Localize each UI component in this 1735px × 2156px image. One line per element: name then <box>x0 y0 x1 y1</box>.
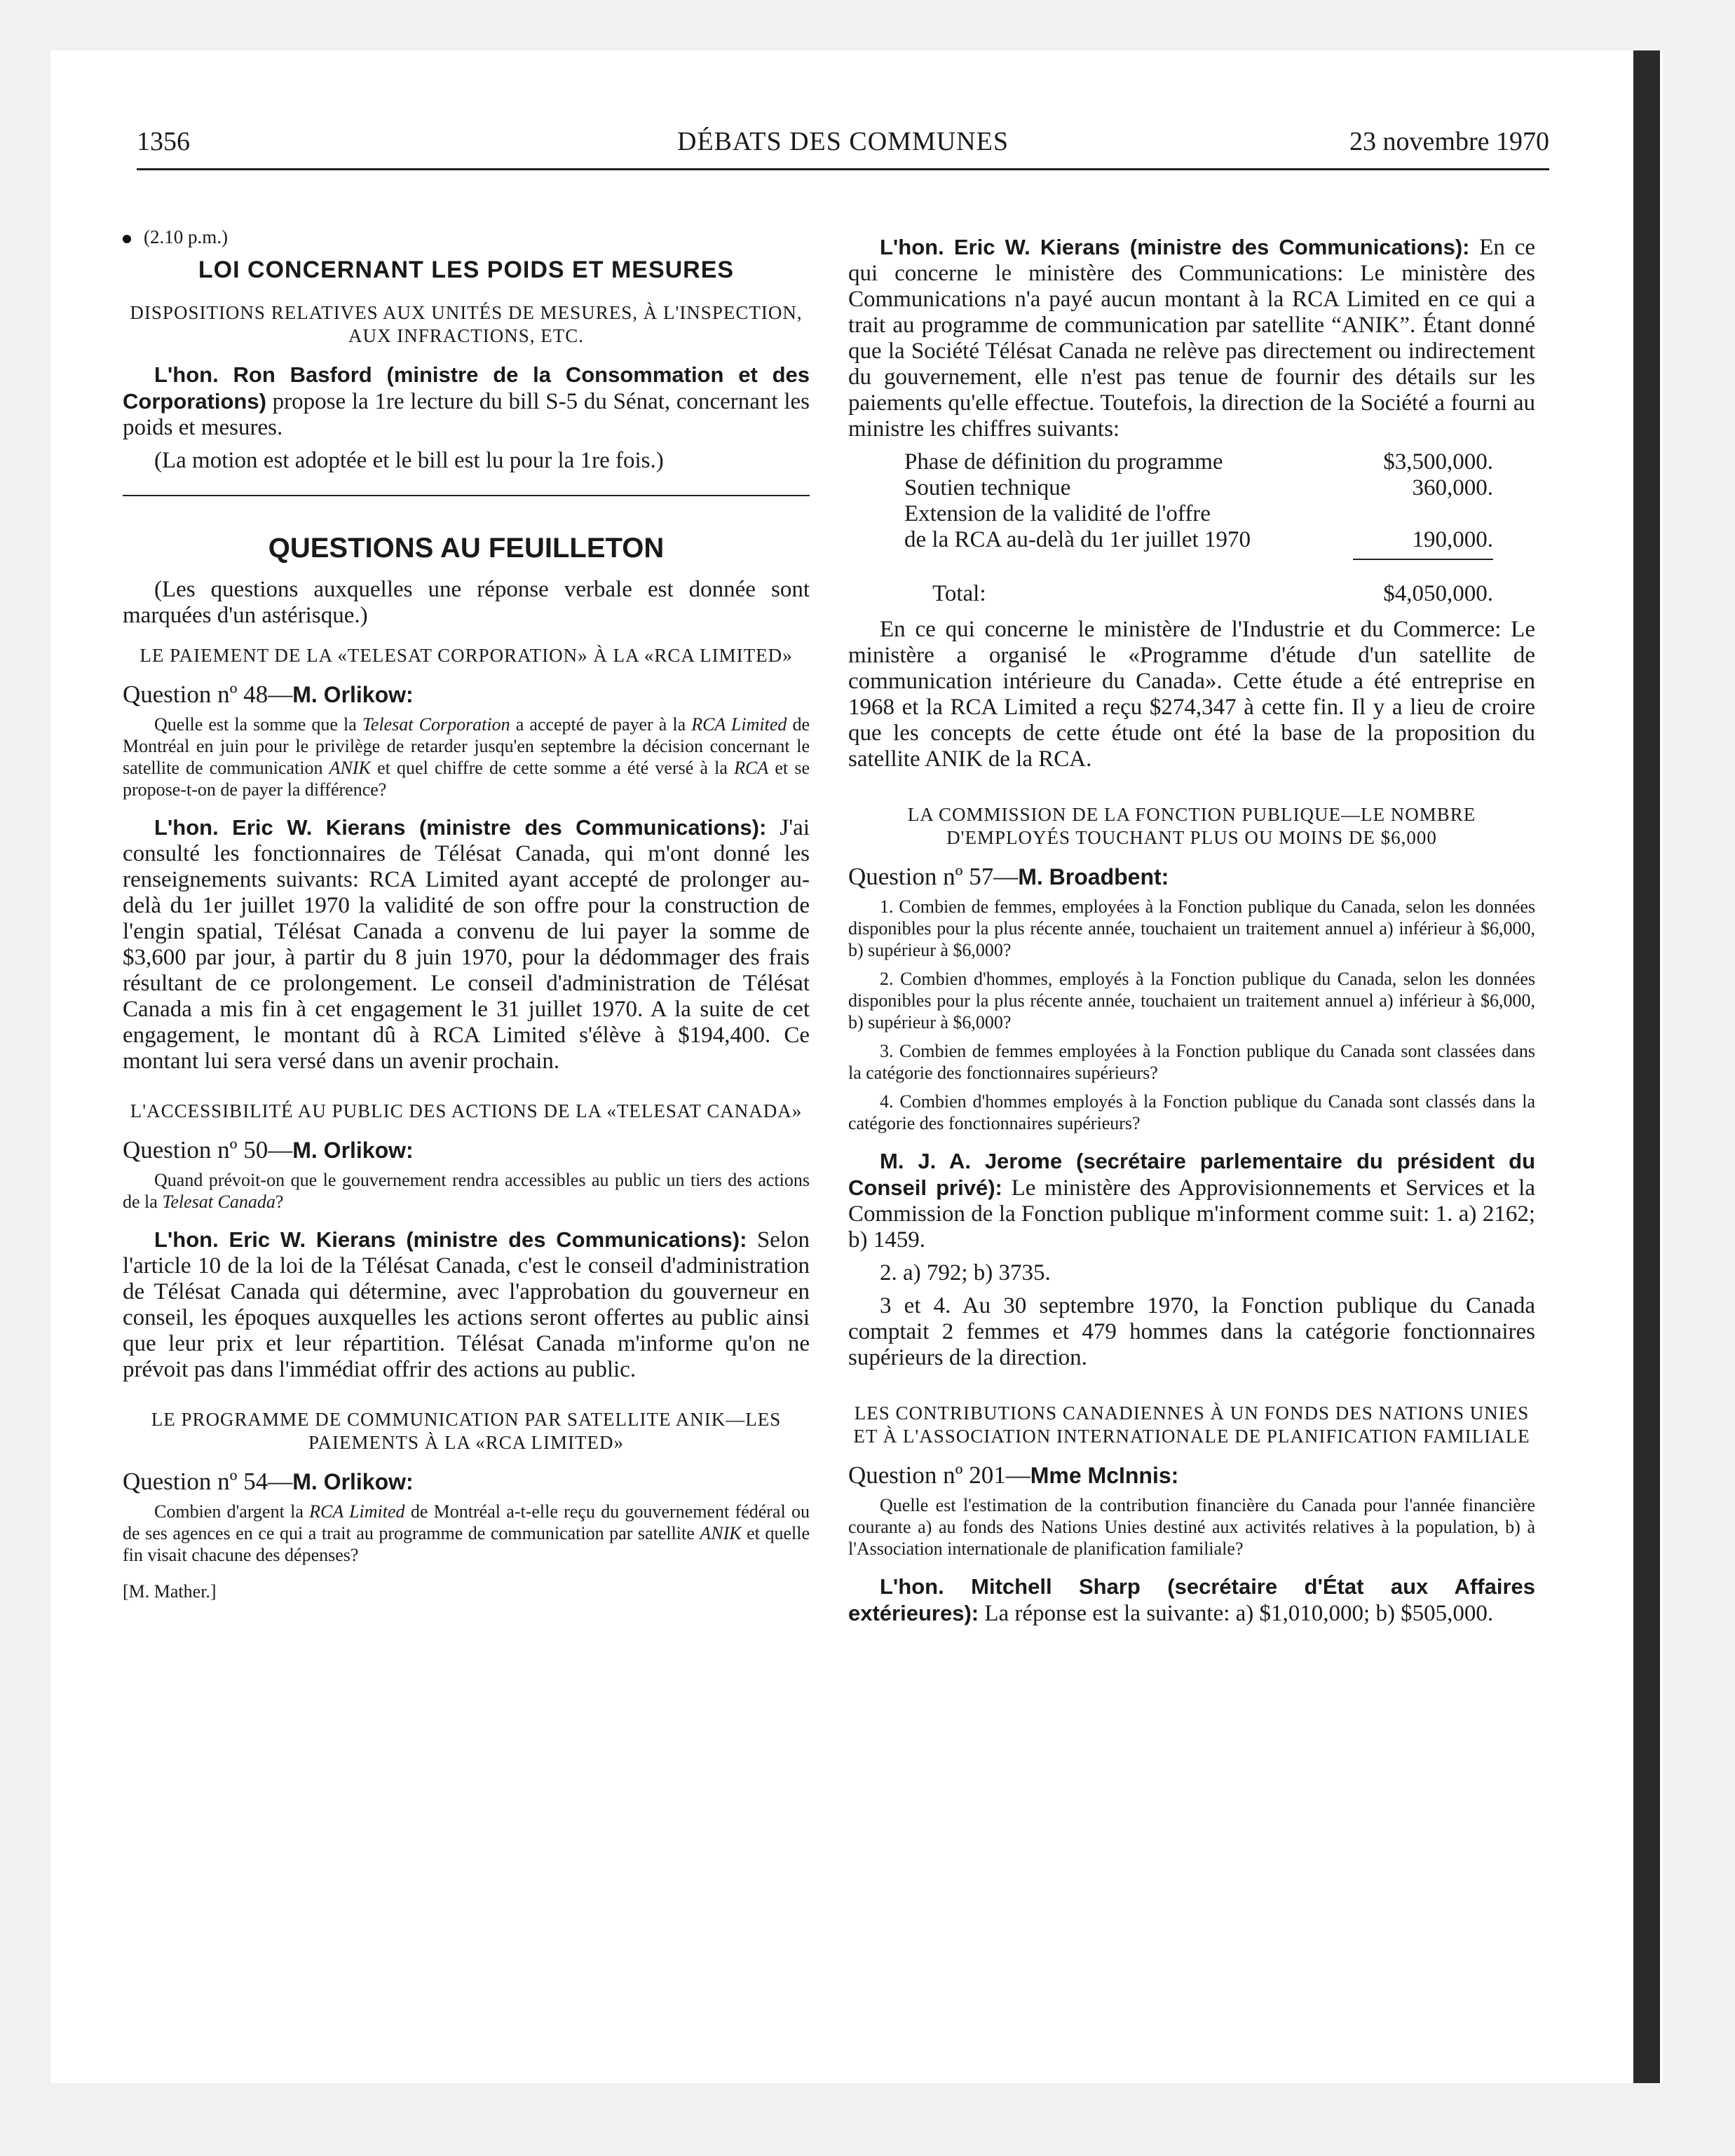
q50-speaker: L'hon. Eric W. Kierans (ministre des Communications): <box>154 1227 747 1252</box>
q57-answer-3: 3 et 4. Au 30 septembre 1970, la Fonction publique du Canada comptait 2 femmes et 479 hommes dans la catégorie fonctionnaires supérieurs de la direction. <box>848 1293 1535 1370</box>
q57-label: Question nº 57—M. Broadbent: <box>848 863 1169 890</box>
time-stamp: (2.10 p.m.) <box>123 224 810 250</box>
q48-heading: LE PAIEMENT DE LA «TELESAT CORPORATION» À LA «RCA LIMITED» <box>140 645 793 666</box>
running-title: DÉBATS DES COMMUNES <box>677 127 1009 156</box>
bill-motion: (La motion est adoptée et le bill est lu pour la 1re fois.) <box>154 448 664 473</box>
bullet-icon <box>123 235 131 243</box>
q54-heading: LE PROGRAMME DE COMMUNICATION PAR SATELLITE ANIK—LES PAIEMENTS À LA «RCA LIMITED» <box>151 1409 782 1453</box>
q57-item: 3. Combien de femmes employées à la Fonction publique du Canada sont classées dans la catégorie des fonctionnaires supérieurs? <box>848 1041 1535 1083</box>
payments-table <box>904 449 1493 607</box>
q57-item: 2. Combien d'hommes, employés à la Fonction publique du Canada, selon les données disponibles pour la plus récente année, touchaient un traitement annuel a) inférieur à $6,000, b) supérieur à $6,000? <box>848 969 1535 1032</box>
q54-speaker: L'hon. Eric W. Kierans (ministre des Communications): <box>880 235 1470 259</box>
bill-speaker: L'hon. Ron Basford (ministre de la Consommation et des Corporations) <box>123 362 810 414</box>
q57-answer: M. J. A. Jerome (secrétaire parlementaire du président du Conseil privé): Le ministère des Approvisionnements et Services et la Commission de la Fonction publique m'informent comme suit: 1. a) 2162; b) 1459. <box>848 1149 1535 1253</box>
q48-label: Question nº 48—M. Orlikow: <box>123 681 414 708</box>
q201-heading: LES CONTRIBUTIONS CANADIENNES À UN FONDS DES NATIONS UNIES ET À L'ASSOCIATION INTERNATIONALE DE PLANIFICATION FAMILIALE <box>853 1403 1530 1447</box>
q201-text: Quelle est l'estimation de la contribution financière du Canada pour l'année financière courante a) au fonds des Nations Unies destiné aux activités relatives à la population, b) à l'Association internationale de planification familiale? <box>848 1495 1535 1559</box>
page-header <box>137 126 1549 170</box>
table-row: de la RCA au-delà du 1er juillet 1970 190,000. <box>904 527 1493 552</box>
q57-answer-2: 2. a) 792; b) 3735. <box>880 1260 1051 1285</box>
q48-answer: L'hon. Eric W. Kierans (ministre des Communications): J'ai consulté les fonctionnaires de Télésat Canada, qui m'ont donné les renseignements suivants: RCA Limited ayant accepté de prolonger au-delà du 1er juillet 1970 la validité de son offre pour la construction de l'engin spatial, Télésat Canada a convenu de lui payer la somme de $3,600 par jour, à partir du 8 juin 1970, pour la dédommager des frais résultant de ce prolongement. Le conseil d'administration de Télésat Canada a mis fin à cet engagement le 31 juillet 1970. A la suite de cet engagement, le montant dû à RCA Limited s'élève à $194,400. Ce montant lui sera versé dans un avenir prochain. <box>123 815 810 1074</box>
speaker-footnote: [M. Mather.] <box>123 1581 217 1602</box>
q57-heading: LA COMMISSION DE LA FONCTION PUBLIQUE—LE NOMBRE D'EMPLOYÉS TOUCHANT PLUS OU MOINS DE $6,000 <box>907 804 1476 848</box>
q48-speaker: L'hon. Eric W. Kierans (ministre des Communications): <box>154 815 767 840</box>
industry-paragraph: En ce qui concerne le ministère de l'Industrie et du Commerce: Le ministère a organisé le «Programme d'étude d'un satellite de communication intérieure du Canada». Cette étude a été entreprise en 1968 et la RCA Limited a reçu $274,347 à cette fin. Il y a lieu de croire que les concepts de cette étude ont été la base de la proposition du satellite ANIK de la RCA. <box>848 617 1535 772</box>
q54-text: Combien d'argent la RCA Limited de Montréal a-t-elle reçu du gouvernement fédéral ou de ses agences en ce qui a trait au programme de communication par satellite ANIK et quelle fin visait chacune des dépenses? <box>123 1501 810 1565</box>
q50-label: Question nº 50—M. Orlikow: <box>123 1136 414 1164</box>
section-divider <box>123 495 810 496</box>
q201-label: Question nº 201—Mme McInnis: <box>848 1461 1179 1489</box>
q50-heading: L'ACCESSIBILITÉ AU PUBLIC DES ACTIONS DE LA «TELESAT CANADA» <box>130 1100 803 1121</box>
bill-subtitle: DISPOSITIONS RELATIVES AUX UNITÉS DE MESURES, À L'INSPECTION, AUX INFRACTIONS, ETC. <box>130 302 803 346</box>
page-date: 23 novembre 1970 <box>1349 127 1549 156</box>
q54-label: Question nº 54—M. Orlikow: <box>123 1468 414 1495</box>
bill-paragraph <box>123 362 810 441</box>
q201-speaker: L'hon. Mitchell Sharp (secrétaire d'État aux Affaires extérieures): <box>848 1574 1535 1625</box>
page-number: 1356 <box>137 127 190 156</box>
scan-edge <box>1633 50 1660 2083</box>
bill-text: propose la 1re lecture du bill S-5 du Sénat, concernant les poids et mesures. <box>123 389 810 440</box>
q57-item: 1. Combien de femmes, employées à la Fonction publique du Canada, selon les données disponibles pour la plus récente année, touchaient un traitement annuel a) inférieur à $6,000, b) supérieur à $6,000? <box>848 896 1535 960</box>
q201-answer: L'hon. Mitchell Sharp (secrétaire d'État aux Affaires extérieures): La réponse est la suivante: a) $1,010,000; b) $505,000. <box>848 1574 1535 1626</box>
table-row: Extension de la validité de l'offre <box>904 501 1211 526</box>
table-total-row: Total: $4,050,000. <box>932 581 1493 606</box>
table-row: Phase de définition du programme $3,500,000. <box>904 449 1493 475</box>
q54-answer: L'hon. Eric W. Kierans (ministre des Communications): En ce qui concerne le ministère des Communications: Le ministère des Communications n'a payé aucun montant à la RCA Limited en ce qui a trait au programme de communication par satellite “ANIK”. Étant donné que la Société Télésat Canada ne relève pas directement ou indirectement du gouvernement, elle n'est pas tenue de fournir des détails sur les paiements qu'elle effectue. Toutefois, la direction de la Société a fourni au ministre les chiffres suivants: <box>848 235 1535 442</box>
total-rule <box>1353 559 1493 560</box>
bill-title: LOI CONCERNANT LES POIDS ET MESURES <box>198 257 735 283</box>
questions-title: QUESTIONS AU FEUILLETON <box>268 533 665 564</box>
q48-text: Quelle est la somme que la Telesat Corporation a accepté de payer à la RCA Limited de Montréal en juin pour le privilège de retarder jusqu'en septembre la décision concernant le satellite de communication ANIK et quel chiffre de cette somme a été versé à la RCA et se propose-t-on de payer la différence? <box>123 714 810 800</box>
table-row: Soutien technique 360,000. <box>904 475 1493 500</box>
q50-answer: L'hon. Eric W. Kierans (ministre des Communications): Selon l'article 10 de la loi de la Télésat Canada, c'est le conseil d'administration de Télésat Canada qui détermine, avec l'approbation du gouverneur en conseil, les époques auxquelles les actions seront offertes au public ainsi que leur prix et leur répartition. Télésat Canada m'informe qu'on ne prévoit pas dans l'immédiat offrir des actions au public. <box>123 1227 810 1382</box>
q57-item: 4. Combien d'hommes employés à la Fonction publique du Canada sont classés dans la catégorie des fonctionnaires supérieurs? <box>848 1091 1535 1133</box>
q50-text: Quand prévoit-on que le gouvernement rendra accessibles au public un tiers des actions de la Telesat Canada? <box>123 1170 810 1212</box>
q57-speaker: M. J. A. Jerome (secrétaire parlementaire du président du Conseil privé): <box>848 1149 1535 1200</box>
questions-intro: (Les questions auxquelles une réponse verbale est donnée sont marquées d'un astérisque.) <box>123 577 810 628</box>
right-column <box>848 224 1535 1634</box>
left-column <box>123 224 810 1604</box>
